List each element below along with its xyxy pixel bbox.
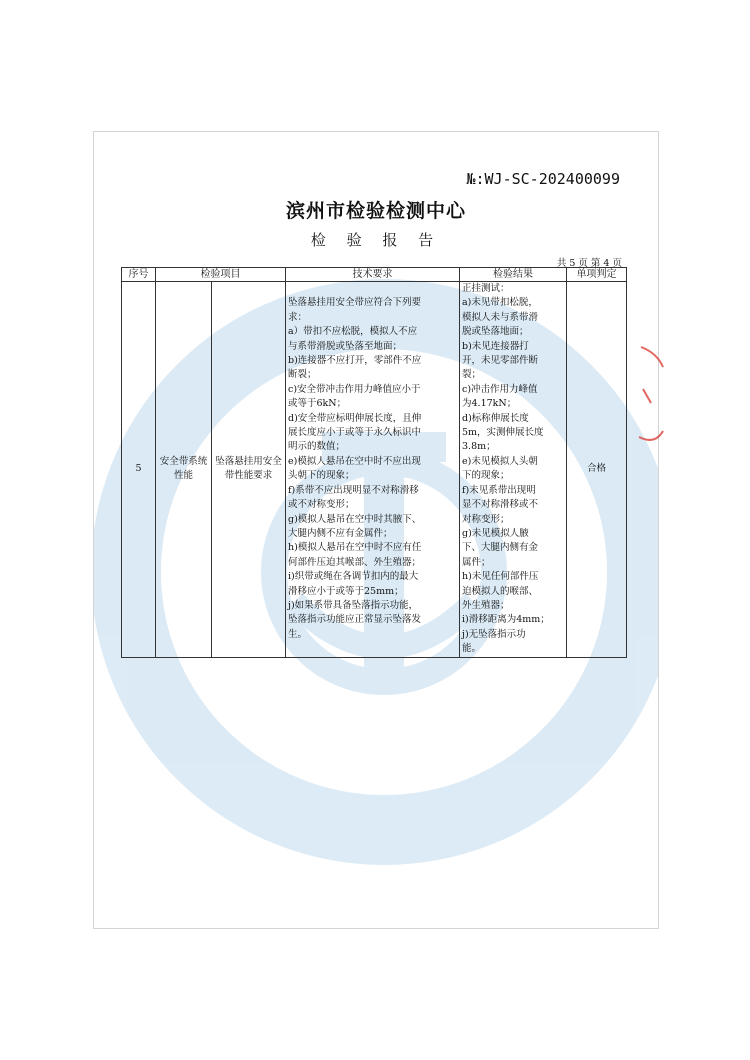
- header-results: 检验结果: [460, 268, 567, 282]
- result-line: i)滑移距离为4mm；: [462, 614, 550, 626]
- report-page: [93, 131, 659, 929]
- requirement-line: 断裂；: [288, 369, 317, 381]
- result-line: 下的现象；: [462, 470, 510, 482]
- document-title: 检 验 报 告: [310, 231, 442, 249]
- requirement-line: i)织带或绳在各调节扣内的最大: [288, 571, 419, 583]
- requirements-text: [288, 296, 457, 642]
- inspection-table: [121, 267, 627, 658]
- result-line: 5m，实测伸展长度: [462, 427, 544, 439]
- requirement-line: 大腿内侧不应有金属件；: [288, 527, 393, 539]
- requirement-line: e)模拟人悬吊在空中时不应出现: [288, 455, 421, 467]
- result-line: a)未见带扣松脱，: [462, 297, 538, 309]
- requirement-line: 头朝下的现象；: [288, 470, 355, 482]
- requirement-line: 生。: [288, 628, 308, 640]
- cell-verdict: 合格: [567, 282, 627, 658]
- requirement-line: 或等于6kN；: [288, 398, 347, 410]
- organization-name: 滨州市检验检测中心: [285, 200, 466, 222]
- requirement-line: 求：: [288, 311, 308, 323]
- header-verdict: 单项判定: [567, 268, 627, 282]
- requirement-line: d)安全带应标明伸展长度，且伸: [288, 412, 422, 424]
- result-line: e)未见模拟人头朝: [462, 455, 538, 467]
- header-item: 检验项目: [156, 268, 286, 282]
- requirement-line: c)安全带冲击作用力峰值应小于: [288, 383, 421, 395]
- requirement-line: 展长度应小于或等于永久标识中: [288, 427, 422, 439]
- requirement-line: a）带扣不应松脱，模拟人不应: [288, 326, 418, 338]
- requirement-line: j)如果系带具备坠落指示功能，: [288, 599, 419, 611]
- result-line: 开，未见零部件断: [462, 355, 539, 367]
- result-line: 下、大腿内侧有金: [462, 542, 539, 554]
- requirement-line: 或不对称变形；: [288, 499, 355, 511]
- requirement-line: 与系带滑脱或坠落至地面；: [288, 340, 403, 352]
- table-row: [122, 282, 627, 658]
- requirement-line: 滑移应小于或等于25mm；: [288, 585, 404, 597]
- result-line: 迫模拟人的喉部、: [462, 585, 539, 597]
- results-text: [462, 282, 564, 657]
- result-line: 正挂测试：: [462, 283, 510, 294]
- requirement-line: 何部件压迫其喉部、外生殖器；: [288, 556, 422, 568]
- requirement-line: 明示的数值；: [288, 441, 346, 453]
- cell-requirements: [286, 282, 460, 658]
- result-line: 显不对称滑移或不: [462, 499, 539, 511]
- result-line: 3.8m；: [462, 441, 496, 453]
- page-info: 共 5 页 第 4 页: [556, 258, 622, 269]
- header-requirements: 技术要求: [286, 268, 460, 282]
- result-line: 属件；: [462, 556, 491, 568]
- result-line: g)未见模拟人腋: [462, 527, 529, 539]
- cell-subitem: 坠落悬挂用安全带性能要求: [212, 282, 286, 658]
- result-line: 外生殖器；: [462, 599, 510, 611]
- result-line: 模拟人未与系带滑: [462, 311, 539, 323]
- header-no: 序号: [122, 268, 156, 282]
- requirement-line: 坠落悬挂用安全带应符合下列要: [288, 297, 422, 309]
- result-line: d)标称伸展长度: [462, 412, 529, 424]
- result-line: 对称变形；: [462, 513, 510, 525]
- table-header-row: [122, 268, 627, 282]
- result-line: c)冲击作用力峰值: [462, 383, 538, 395]
- result-line: b)未见连接器打: [462, 340, 529, 352]
- result-line: 为4.17kN；: [462, 398, 517, 410]
- report-number: №:WJ-SC-202400099: [466, 170, 620, 188]
- requirement-line: f)系带不应出现明显不对称滑移: [288, 484, 419, 496]
- result-line: j)无坠落指示功: [462, 628, 526, 640]
- requirement-line: 坠落指示功能应正常显示坠落发: [288, 614, 422, 626]
- result-line: 裂；: [462, 369, 482, 381]
- result-line: f)未见系带出现明: [462, 484, 536, 496]
- requirement-line: h)模拟人悬吊在空中时不应有任: [288, 542, 422, 554]
- result-line: h)未见任何部件压: [462, 571, 539, 583]
- cell-results: [460, 282, 567, 658]
- requirement-line: g)模拟人悬吊在空中时其腋下、: [288, 513, 422, 525]
- result-line: 脱或坠落地面；: [462, 326, 529, 338]
- cell-item: 安全带系统性能: [156, 282, 212, 658]
- result-line: 能。: [462, 643, 482, 655]
- cell-no: 5: [122, 282, 156, 658]
- requirement-line: b)连接器不应打开，零部件不应: [288, 355, 422, 367]
